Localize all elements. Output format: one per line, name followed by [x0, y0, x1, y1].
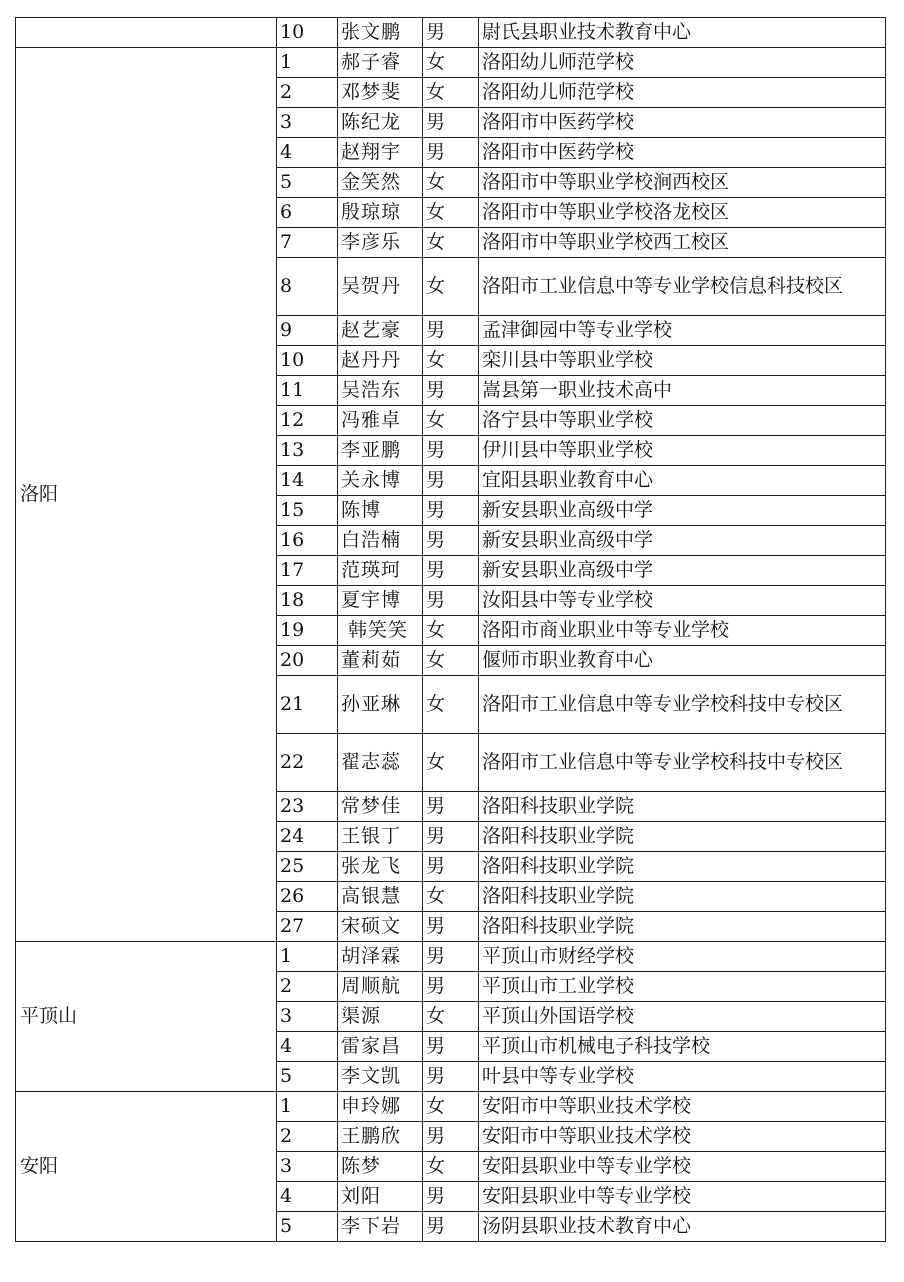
name-cell: 白浩楠	[338, 526, 423, 556]
number-cell: 23	[277, 792, 338, 822]
name-cell: 宋硕文	[338, 912, 423, 942]
name-cell: 常梦佳	[338, 792, 423, 822]
region-cell: 平顶山	[16, 942, 277, 1092]
number-cell: 2	[277, 78, 338, 108]
name-cell: 范瑛珂	[338, 556, 423, 586]
number-cell: 16	[277, 526, 338, 556]
number-cell: 2	[277, 972, 338, 1002]
school-cell: 新安县职业高级中学	[479, 526, 886, 556]
school-cell: 新安县职业高级中学	[479, 496, 886, 526]
gender-cell: 男	[423, 1182, 479, 1212]
number-cell: 15	[277, 496, 338, 526]
gender-cell: 男	[423, 108, 479, 138]
school-cell: 洛阳市中医药学校	[479, 138, 886, 168]
school-cell: 叶县中等专业学校	[479, 1062, 886, 1092]
school-cell: 洛阳市工业信息中等专业学校科技中专校区	[479, 676, 886, 734]
gender-cell: 女	[423, 78, 479, 108]
number-cell: 19	[277, 616, 338, 646]
name-cell: 翟志蕊	[338, 734, 423, 792]
table-row	[16, 1092, 886, 1122]
number-cell: 10	[277, 346, 338, 376]
number-cell: 10	[277, 18, 338, 48]
name-cell: 高银慧	[338, 882, 423, 912]
number-cell: 22	[277, 734, 338, 792]
name-cell: 李下岩	[338, 1212, 423, 1242]
name-cell: 李彦乐	[338, 228, 423, 258]
name-cell: 金笑然	[338, 168, 423, 198]
number-cell: 3	[277, 108, 338, 138]
name-cell: 郝子睿	[338, 48, 423, 78]
school-cell: 安阳县职业中等专业学校	[479, 1182, 886, 1212]
gender-cell: 女	[423, 258, 479, 316]
school-cell: 宜阳县职业教育中心	[479, 466, 886, 496]
roster-table	[15, 17, 886, 1242]
school-cell: 洛阳科技职业学院	[479, 822, 886, 852]
gender-cell: 男	[423, 942, 479, 972]
number-cell: 26	[277, 882, 338, 912]
school-cell: 尉氏县职业技术教育中心	[479, 18, 886, 48]
school-cell: 平顶山市工业学校	[479, 972, 886, 1002]
school-cell: 洛阳市中等职业学校西工校区	[479, 228, 886, 258]
name-cell: 关永博	[338, 466, 423, 496]
number-cell: 12	[277, 406, 338, 436]
table-row	[16, 18, 886, 48]
gender-cell: 男	[423, 556, 479, 586]
number-cell: 1	[277, 48, 338, 78]
name-cell: 刘阳	[338, 1182, 423, 1212]
gender-cell: 女	[423, 406, 479, 436]
gender-cell: 女	[423, 228, 479, 258]
gender-cell: 男	[423, 1212, 479, 1242]
gender-cell: 男	[423, 1122, 479, 1152]
gender-cell: 女	[423, 346, 479, 376]
roster-body	[16, 18, 886, 1242]
school-cell: 偃师市职业教育中心	[479, 646, 886, 676]
name-cell: 吴浩东	[338, 376, 423, 406]
school-cell: 新安县职业高级中学	[479, 556, 886, 586]
gender-cell: 男	[423, 972, 479, 1002]
number-cell: 3	[277, 1152, 338, 1182]
number-cell: 20	[277, 646, 338, 676]
name-cell: 胡泽霖	[338, 942, 423, 972]
gender-cell: 男	[423, 792, 479, 822]
name-cell: 王鹏欣	[338, 1122, 423, 1152]
name-cell: 夏宇博	[338, 586, 423, 616]
name-cell: 董莉茹	[338, 646, 423, 676]
name-cell: 雷家昌	[338, 1032, 423, 1062]
name-cell: 李文凯	[338, 1062, 423, 1092]
gender-cell: 女	[423, 734, 479, 792]
school-cell: 洛阳幼儿师范学校	[479, 48, 886, 78]
gender-cell: 男	[423, 138, 479, 168]
name-cell: 赵艺豪	[338, 316, 423, 346]
school-cell: 洛阳市工业信息中等专业学校信息科技校区	[479, 258, 886, 316]
number-cell: 5	[277, 1062, 338, 1092]
gender-cell: 男	[423, 912, 479, 942]
number-cell: 1	[277, 942, 338, 972]
gender-cell: 女	[423, 168, 479, 198]
number-cell: 14	[277, 466, 338, 496]
school-cell: 平顶山外国语学校	[479, 1002, 886, 1032]
name-cell: 李亚鹏	[338, 436, 423, 466]
gender-cell: 男	[423, 436, 479, 466]
school-cell: 安阳县职业中等专业学校	[479, 1152, 886, 1182]
number-cell: 21	[277, 676, 338, 734]
number-cell: 27	[277, 912, 338, 942]
number-cell: 24	[277, 822, 338, 852]
number-cell: 6	[277, 198, 338, 228]
gender-cell: 男	[423, 466, 479, 496]
school-cell: 汤阴县职业技术教育中心	[479, 1212, 886, 1242]
gender-cell: 男	[423, 496, 479, 526]
name-cell: 韩笑笑	[338, 616, 423, 646]
number-cell: 17	[277, 556, 338, 586]
gender-cell: 女	[423, 1092, 479, 1122]
name-cell: 赵丹丹	[338, 346, 423, 376]
gender-cell: 女	[423, 616, 479, 646]
number-cell: 13	[277, 436, 338, 466]
gender-cell: 男	[423, 526, 479, 556]
school-cell: 安阳市中等职业技术学校	[479, 1092, 886, 1122]
table-row	[16, 48, 886, 78]
school-cell: 洛阳市中等职业学校涧西校区	[479, 168, 886, 198]
school-cell: 平顶山市机械电子科技学校	[479, 1032, 886, 1062]
gender-cell: 男	[423, 1032, 479, 1062]
number-cell: 2	[277, 1122, 338, 1152]
gender-cell: 男	[423, 316, 479, 346]
school-cell: 安阳市中等职业技术学校	[479, 1122, 886, 1152]
school-cell: 栾川县中等职业学校	[479, 346, 886, 376]
gender-cell: 女	[423, 676, 479, 734]
school-cell: 洛阳科技职业学院	[479, 912, 886, 942]
school-cell: 洛阳科技职业学院	[479, 792, 886, 822]
region-cell: 安阳	[16, 1092, 277, 1242]
gender-cell: 男	[423, 18, 479, 48]
number-cell: 4	[277, 1032, 338, 1062]
school-cell: 洛阳科技职业学院	[479, 882, 886, 912]
school-cell: 洛阳市工业信息中等专业学校科技中专校区	[479, 734, 886, 792]
gender-cell: 女	[423, 1152, 479, 1182]
gender-cell: 男	[423, 586, 479, 616]
name-cell: 陈梦	[338, 1152, 423, 1182]
gender-cell: 男	[423, 1062, 479, 1092]
number-cell: 11	[277, 376, 338, 406]
school-cell: 洛阳市中等职业学校洛龙校区	[479, 198, 886, 228]
name-cell: 陈纪龙	[338, 108, 423, 138]
gender-cell: 女	[423, 882, 479, 912]
gender-cell: 女	[423, 646, 479, 676]
school-cell: 洛阳科技职业学院	[479, 852, 886, 882]
school-cell: 洛阳幼儿师范学校	[479, 78, 886, 108]
number-cell: 9	[277, 316, 338, 346]
name-cell: 张文鹏	[338, 18, 423, 48]
name-cell: 殷琼琼	[338, 198, 423, 228]
gender-cell: 女	[423, 48, 479, 78]
number-cell: 4	[277, 138, 338, 168]
school-cell: 平顶山市财经学校	[479, 942, 886, 972]
region-cell	[16, 18, 277, 48]
number-cell: 7	[277, 228, 338, 258]
name-cell: 邓梦斐	[338, 78, 423, 108]
school-cell: 伊川县中等职业学校	[479, 436, 886, 466]
name-cell: 周顺航	[338, 972, 423, 1002]
school-cell: 孟津御园中等专业学校	[479, 316, 886, 346]
number-cell: 5	[277, 168, 338, 198]
name-cell: 申玲娜	[338, 1092, 423, 1122]
number-cell: 4	[277, 1182, 338, 1212]
number-cell: 8	[277, 258, 338, 316]
school-cell: 汝阳县中等专业学校	[479, 586, 886, 616]
name-cell: 陈博	[338, 496, 423, 526]
name-cell: 冯雅卓	[338, 406, 423, 436]
name-cell: 孙亚琳	[338, 676, 423, 734]
school-cell: 嵩县第一职业技术高中	[479, 376, 886, 406]
school-cell: 洛阳市中医药学校	[479, 108, 886, 138]
name-cell: 张龙飞	[338, 852, 423, 882]
gender-cell: 女	[423, 198, 479, 228]
region-cell: 洛阳	[16, 48, 277, 942]
number-cell: 1	[277, 1092, 338, 1122]
school-cell: 洛阳市商业职业中等专业学校	[479, 616, 886, 646]
number-cell: 5	[277, 1212, 338, 1242]
number-cell: 18	[277, 586, 338, 616]
gender-cell: 男	[423, 376, 479, 406]
school-cell: 洛宁县中等职业学校	[479, 406, 886, 436]
table-row	[16, 942, 886, 972]
number-cell: 25	[277, 852, 338, 882]
name-cell: 赵翔宇	[338, 138, 423, 168]
number-cell: 3	[277, 1002, 338, 1032]
name-cell: 王银丁	[338, 822, 423, 852]
gender-cell: 男	[423, 852, 479, 882]
name-cell: 吴贺丹	[338, 258, 423, 316]
gender-cell: 男	[423, 822, 479, 852]
name-cell: 渠源	[338, 1002, 423, 1032]
gender-cell: 女	[423, 1002, 479, 1032]
